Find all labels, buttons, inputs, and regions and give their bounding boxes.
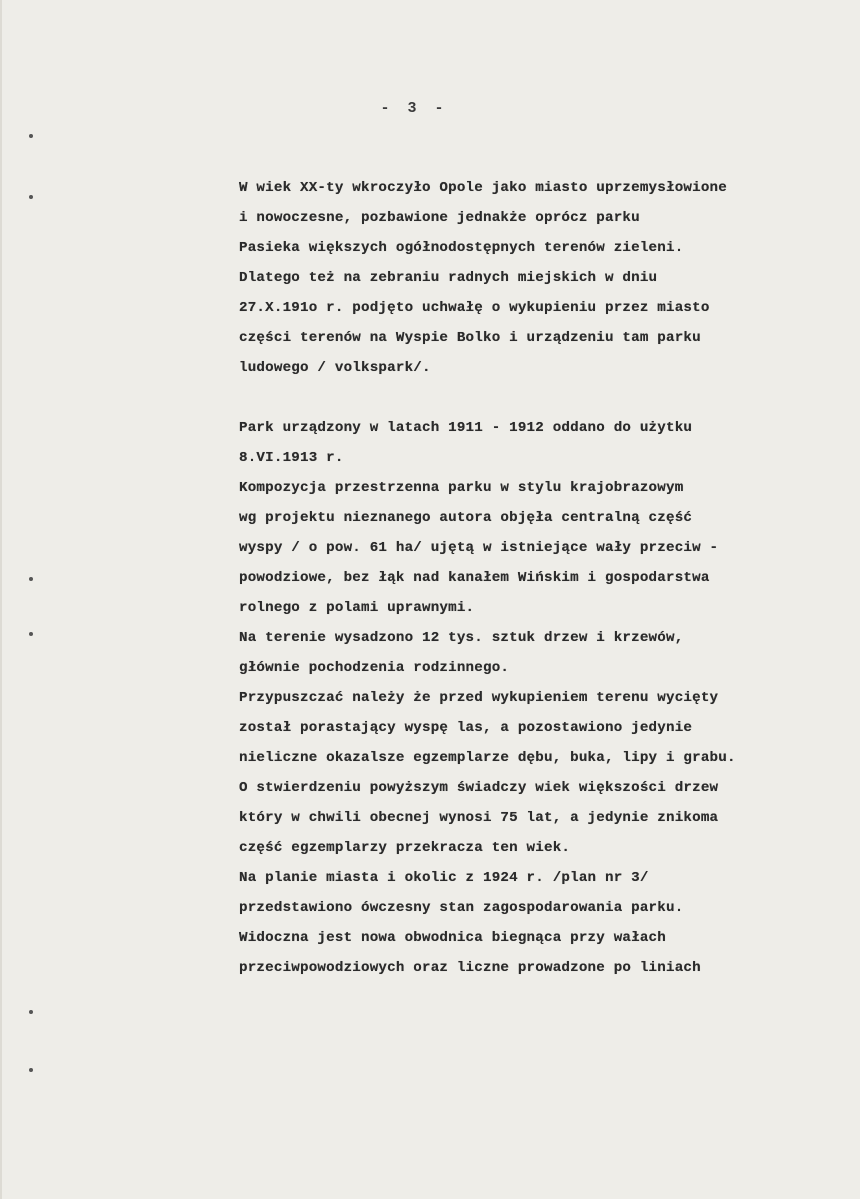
text-line: głównie pochodzenia rodzinnego. bbox=[239, 660, 510, 676]
text-line: O stwierdzeniu powyższym świadczy wiek większości drzew bbox=[239, 780, 719, 796]
text-line: został porastający wyspę las, a pozostawiono jedynie bbox=[239, 720, 693, 736]
text-line: części terenów na Wyspie Bolko i urządzeniu tam parku bbox=[239, 330, 701, 346]
paragraph bbox=[239, 173, 839, 383]
margin-mark bbox=[29, 1010, 33, 1014]
margin-mark bbox=[29, 134, 33, 138]
text-line: przedstawiono ówczesny stan zagospodarowania parku. bbox=[239, 900, 684, 916]
margin-mark bbox=[29, 632, 33, 636]
text-line: i nowoczesne, pozbawione jednakże oprócz parku bbox=[239, 210, 640, 226]
text-line: 8.VI.1913 r. bbox=[239, 450, 344, 466]
text-line: nieliczne okazalsze egzemplarze dębu, buka, lipy i grabu. bbox=[239, 750, 736, 766]
text-line: rolnego z polami uprawnymi. bbox=[239, 600, 475, 616]
text-line: ludowego / volkspark/. bbox=[239, 360, 431, 376]
text-line: W wiek XX-ty wkroczyło Opole jako miasto uprzemysłowione bbox=[239, 180, 727, 196]
paragraph-gap bbox=[239, 383, 839, 413]
paragraph bbox=[239, 413, 839, 983]
text-line: wyspy / o pow. 61 ha/ ujętą w istniejące wały przeciw - bbox=[239, 540, 719, 556]
text-line: Pasieka większych ogółnodostępnych terenów zieleni. bbox=[239, 240, 684, 256]
text-line: Kompozycja przestrzenna parku w stylu krajobrazowym bbox=[239, 480, 684, 496]
page-number: - 3 - bbox=[380, 100, 444, 117]
text-line: część egzemplarzy przekracza ten wiek. bbox=[239, 840, 571, 856]
text-line: który w chwili obecnej wynosi 75 lat, a jedynie znikoma bbox=[239, 810, 719, 826]
text-line: 27.X.191o r. podjęto uchwałę o wykupieniu przez miasto bbox=[239, 300, 710, 316]
body-text bbox=[239, 173, 839, 983]
margin-mark bbox=[29, 195, 33, 199]
text-line: Dlatego też na zebraniu radnych miejskich w dniu bbox=[239, 270, 658, 286]
text-line: Na terenie wysadzono 12 tys. sztuk drzew i krzewów, bbox=[239, 630, 684, 646]
text-line: powodziowe, bez łąk nad kanałem Wińskim i gospodarstwa bbox=[239, 570, 710, 586]
margin-mark bbox=[29, 577, 33, 581]
text-line: Park urządzony w latach 1911 - 1912 oddano do użytku bbox=[239, 420, 693, 436]
text-line: Przypuszczać należy że przed wykupieniem terenu wycięty bbox=[239, 690, 719, 706]
text-line: Widoczna jest nowa obwodnica biegnąca przy wałach bbox=[239, 930, 666, 946]
text-line: przeciwpowodziowych oraz liczne prowadzone po liniach bbox=[239, 960, 701, 976]
text-line: wg projektu nieznanego autora objęła centralną część bbox=[239, 510, 693, 526]
text-line: Na planie miasta i okolic z 1924 r. /plan nr 3/ bbox=[239, 870, 649, 886]
margin-mark bbox=[29, 1068, 33, 1072]
